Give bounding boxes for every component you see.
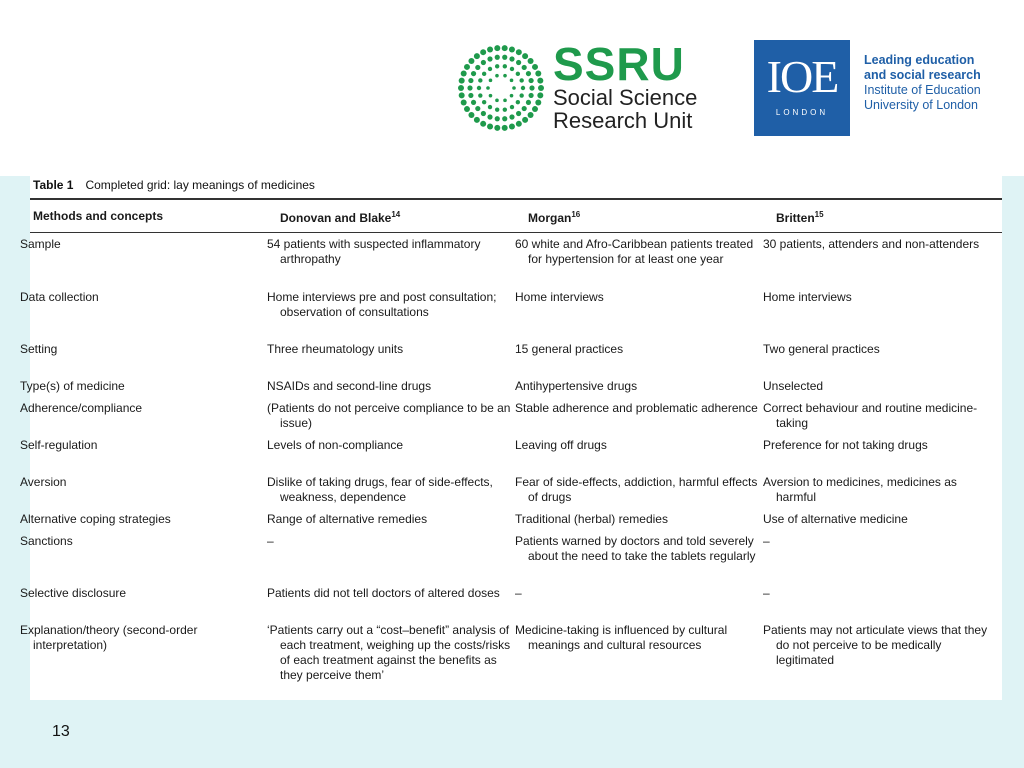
cell-morgan: – (515, 585, 522, 600)
cell-britten: Use of alternative medicine (763, 511, 908, 526)
cell-donovan-blake: (Patients do not perceive compliance to be an issue) (267, 400, 511, 430)
cell-morgan: Medicine-taking is influenced by cultural meanings and cultural resources (515, 622, 728, 652)
cell-donovan-blake: Home interviews pre and post consultation; observation of consultations (267, 289, 497, 319)
cell-morgan: Leaving off drugs (515, 437, 607, 452)
cell-britten: – (763, 533, 770, 548)
table-caption (33, 178, 315, 192)
cell-donovan-blake: Three rheumatology units (267, 341, 404, 356)
cell-morgan: Antihypertensive drugs (515, 378, 638, 393)
lay-meanings-table (20, 198, 1002, 697)
cell-morgan: 60 white and Afro-Caribbean patients treated for hypertension for at least one year (515, 237, 754, 266)
table-row (30, 508, 1002, 530)
table-row (30, 582, 1002, 619)
page-number: 13 (52, 723, 70, 740)
cell-morgan: Patients warned by doctors and told severely about the need to take the tablets regularly (515, 533, 756, 563)
cell-morgan: Stable adherence and problematic adherence (515, 400, 758, 415)
table-row (30, 338, 1002, 375)
table-row (30, 397, 1002, 434)
ioe-line-2: and social research (864, 68, 981, 82)
row-concept: Setting (20, 341, 58, 356)
header-donovan-blake: Donovan and Blake$^{14}$ (277, 199, 525, 233)
cell-britten: 30 patients, attenders and non-attenders (763, 237, 980, 251)
cell-britten: Correct behaviour and routine medicine-taking (763, 400, 978, 430)
ioe-logo (754, 40, 850, 136)
row-concept: Adherence/compliance (20, 400, 143, 415)
ioe-tagline (864, 53, 981, 113)
table-row (30, 375, 1002, 397)
row-concept: Selective disclosure (20, 585, 127, 600)
ioe-mark: IOE (766, 51, 838, 102)
cell-britten: Aversion to medicines, medicines as harmful (763, 474, 957, 504)
cell-donovan-blake: Patients did not tell doctors of altered doses (267, 585, 500, 600)
header-methods: Methods and concepts (30, 199, 277, 233)
header-morgan: Morgan$^{16}$ (525, 199, 773, 233)
cell-donovan-blake: ‘Patients carry out a “cost–benefit” analysis of each treatment, weighing up the costs/risks of each treatment against the benefits as they perceive them’ (267, 622, 511, 682)
ssru-logo (457, 38, 717, 137)
ssru-line2: Research Unit (553, 108, 693, 133)
table-row (30, 471, 1002, 508)
cell-morgan: Home interviews (515, 289, 604, 304)
row-concept: Sample (20, 237, 61, 251)
cell-britten: Patients may not articulate views that they do not perceive to be medically legitimated (763, 622, 988, 667)
cell-donovan-blake: Dislike of taking drugs, fear of side-effects, weakness, dependence (267, 474, 493, 504)
ssru-line1: Social Science (553, 85, 698, 110)
row-concept: Type(s) of medicine (20, 378, 125, 393)
cell-britten: – (763, 585, 770, 600)
cell-britten: Home interviews (763, 289, 852, 304)
table-row (30, 286, 1002, 338)
table-row (30, 434, 1002, 471)
table-card (20, 176, 1002, 700)
cell-britten: Two general practices (763, 341, 880, 356)
cell-morgan: Traditional (herbal) remedies (515, 511, 668, 526)
header-britten: Britten$^{15}$ (773, 199, 1002, 233)
ssru-dots-icon (457, 42, 545, 134)
row-concept: Explanation/theory (second-order interpretation) (20, 622, 198, 652)
cell-donovan-blake: – (267, 533, 274, 548)
row-concept: Alternative coping strategies (20, 511, 171, 526)
ssru-acronym: SSRU (553, 38, 685, 90)
ioe-line-4: University of London (864, 98, 978, 112)
row-concept: Self-regulation (20, 437, 98, 452)
cell-donovan-blake: Levels of non-compliance (267, 437, 404, 452)
cell-donovan-blake: 54 patients with suspected inflammatory arthropathy (267, 237, 481, 266)
ioe-line-3: Institute of Education (864, 83, 981, 97)
table-caption-label: Table 1 (33, 178, 74, 192)
ioe-line-1: Leading education (864, 53, 975, 67)
table-caption-text: Completed grid: lay meanings of medicines (85, 178, 315, 192)
cell-britten: Unselected (763, 378, 824, 393)
cell-morgan: Fear of side-effects, addiction, harmful effects of drugs (515, 474, 758, 504)
table-header-row (30, 199, 1002, 233)
row-concept: Data collection (20, 289, 99, 304)
cell-morgan: 15 general practices (515, 341, 624, 356)
table-row (30, 619, 1002, 697)
cell-donovan-blake: NSAIDs and second-line drugs (267, 378, 432, 393)
cell-britten: Preference for not taking drugs (763, 437, 928, 452)
row-concept: Aversion (20, 474, 67, 489)
cell-donovan-blake: Range of alternative remedies (267, 511, 428, 526)
ioe-london: LONDON (775, 108, 829, 117)
table-row (30, 233, 1002, 286)
row-concept: Sanctions (20, 533, 73, 548)
table-row (30, 530, 1002, 582)
